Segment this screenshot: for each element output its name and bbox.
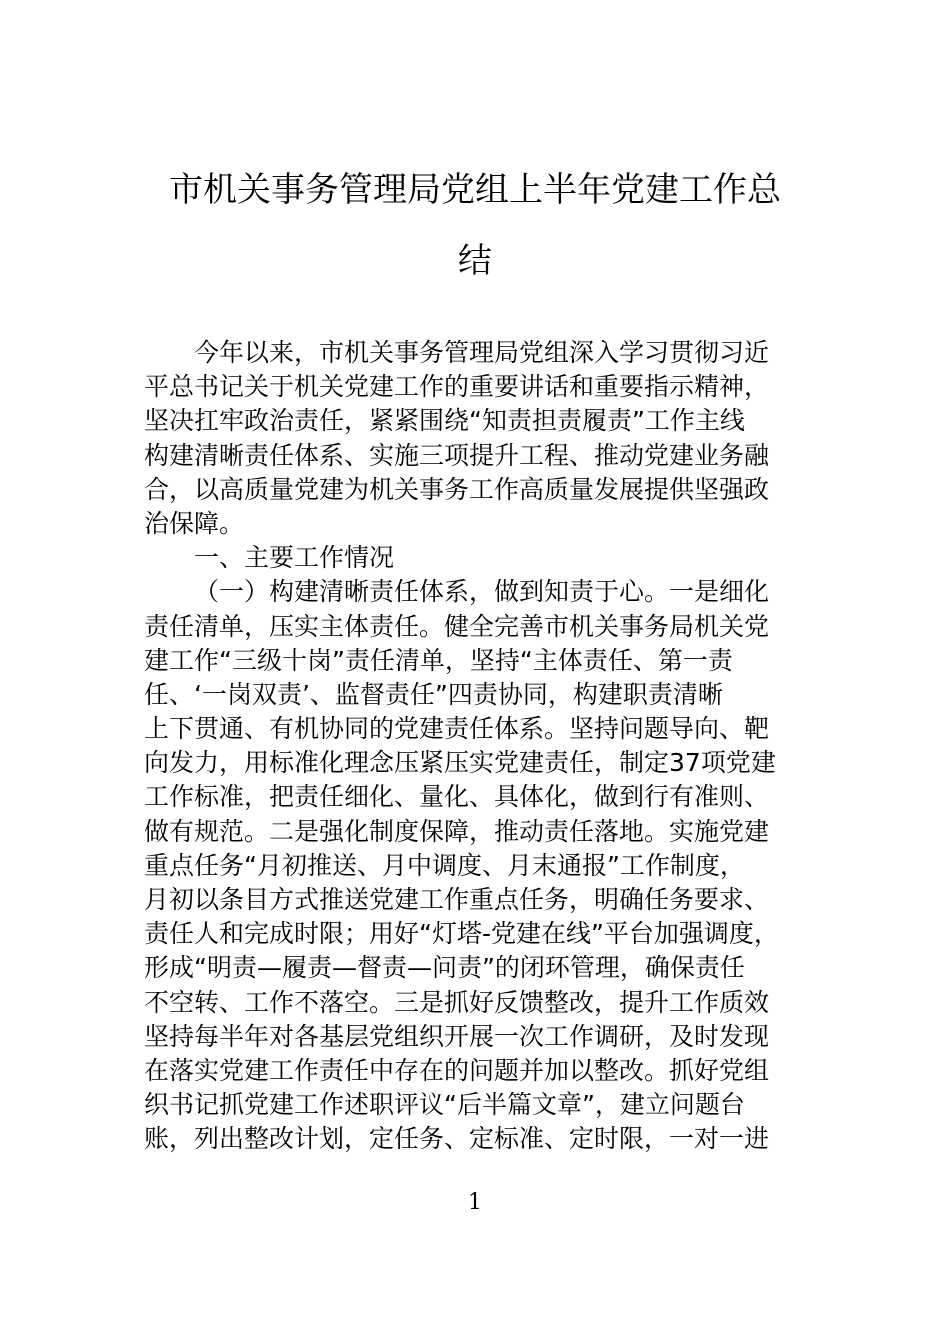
paragraph-line: 责任清单，压实主体责任。健全完善市机关事务局机关党 bbox=[144, 611, 770, 641]
title-line: 市机关事务管理局党组上半年党建工作总 bbox=[169, 170, 781, 210]
paragraph-line: 向发力，用标准化理念压紧压实党建责任，制定37项党建 bbox=[144, 748, 776, 778]
paragraph-line: 形成“明责—履责—督责—问责”的闭环管理，确保责任 bbox=[144, 953, 745, 983]
paragraph-line: 建工作“三级十岗”责任清单，坚持“主体责任、第一责 bbox=[144, 645, 733, 675]
paragraph-line: （一）构建清晰责任体系，做到知责于心。一是细化 bbox=[194, 577, 770, 607]
paragraph-line: 责任人和完成时限；用好“灯塔-党建在线”平台加强调度， bbox=[144, 919, 779, 949]
paragraph-line: 上下贯通、有机协同的党建责任体系。坚持问题导向、靶 bbox=[144, 714, 770, 744]
title-line: 结 bbox=[458, 241, 492, 281]
paragraph-line: 工作标准，把责任细化、量化、具体化，做到行有准则、 bbox=[144, 782, 770, 812]
paragraph-line: 月初以条目方式推送党建工作重点任务，明确任务要求、 bbox=[144, 885, 770, 914]
paragraph-line: 不空转、工作不落空。三是抓好反馈整改，提升工作质效 bbox=[144, 987, 770, 1017]
paragraph-line: 账，列出整改计划，定任务、定标准、定时限，一对一进 bbox=[144, 1124, 770, 1154]
paragraph-line: 织书记抓党建工作述职评议“后半篇文章”，建立问题台 bbox=[144, 1090, 745, 1120]
paragraph-line: 构建清晰责任体系、实施三项提升工程、推动党建业务融 bbox=[144, 440, 770, 470]
paragraph-line: 坚持每半年对各基层党组织开展一次工作调研，及时发现 bbox=[144, 1021, 770, 1051]
paragraph-line: 在落实党建工作责任中存在的问题并加以整改。抓好党组 bbox=[144, 1055, 770, 1085]
document-body bbox=[144, 336, 828, 1157]
paragraph-line: 任、‘一岗双责’、监督责任”四责协同，构建职责清晰 bbox=[144, 679, 723, 709]
paragraph-line: 合，以高质量党建为机关事务工作高质量发展提供坚强政 bbox=[144, 474, 770, 504]
paragraph-line: 做有规范。二是强化制度保障，推动责任落地。实施党建 bbox=[144, 816, 770, 846]
paragraph-line: 平总书记关于机关党建工作的重要讲话和重要指示精神， bbox=[144, 372, 770, 402]
paragraph-line: 今年以来，市机关事务管理局党组深入学习贯彻习近 bbox=[194, 338, 770, 367]
paragraph-line: 坚决扛牢政治责任，紧紧围绕“知责担责履责”工作主线 bbox=[144, 406, 745, 436]
page-number: 1 bbox=[468, 1190, 482, 1215]
document-title bbox=[0, 170, 950, 281]
paragraph-line: 重点任务“月初推送、月中调度、月末通报”工作制度， bbox=[144, 850, 745, 880]
section-heading: 一、主要工作情况 bbox=[194, 543, 395, 573]
paragraph-line: 治保障。 bbox=[144, 508, 245, 538]
